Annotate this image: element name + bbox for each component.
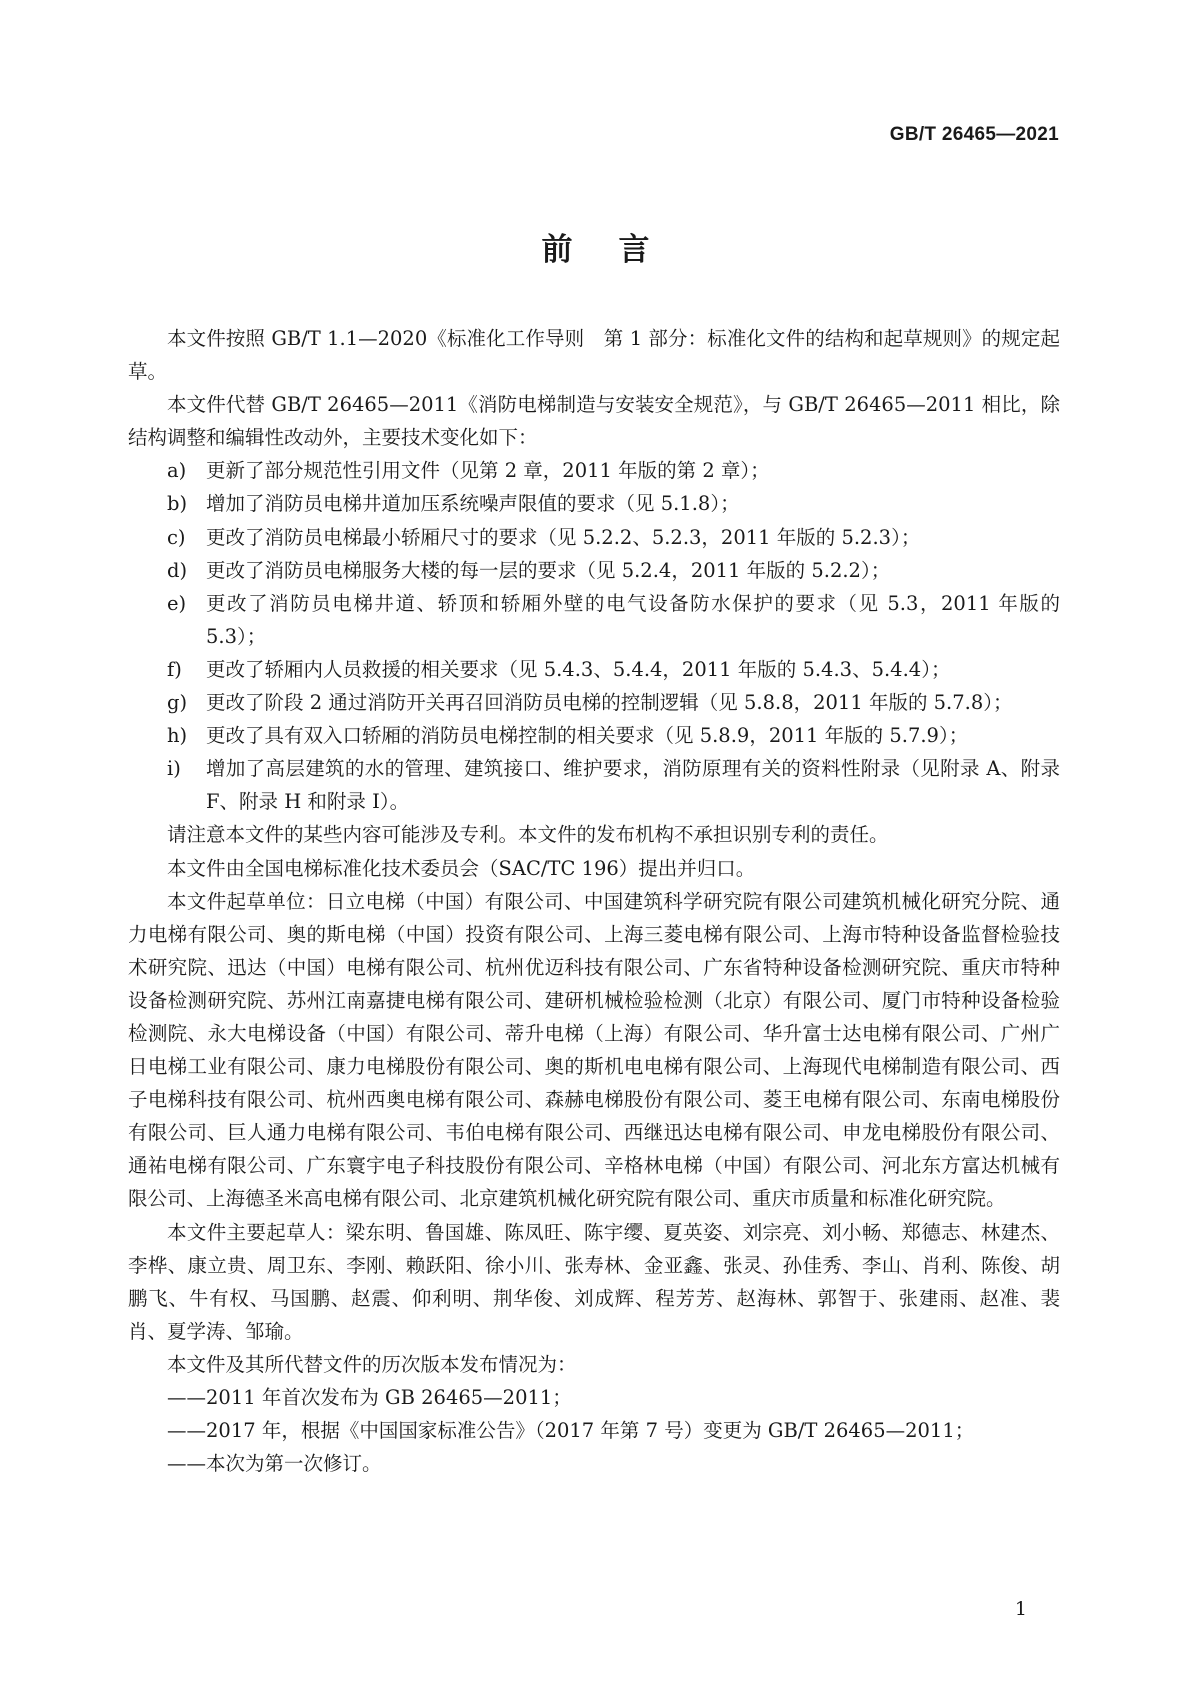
list-marker: a) [167,459,187,483]
list-marker: f) [167,657,182,681]
list-item-text: 更改了消防员电梯井道、轿顶和轿厢外壁的电气设备防水保护的要求（见 5.3，2011 年版的 5.3）； [206,591,1060,648]
list-item-text: 更改了消防员电梯最小轿厢尺寸的要求（见 5.2.2、5.2.3，2011 年版的 5.2.3）； [206,525,921,549]
list-marker: h) [167,724,188,748]
changes-list [128,454,1060,818]
list-item-text: 更改了轿厢内人员救援的相关要求（见 5.4.3、5.4.4，2011 年版的 5.4.3、5.4.4）； [206,657,951,681]
drafting-basis-paragraph: 本文件按照 GB/T 1.1—2020《标准化工作导则 第 1 部分：标准化文件的结构和起草规则》的规定起草。 [128,327,1060,384]
history-item: ——2017 年，根据《中国国家标准公告》（2017 年第 7 号）变更为 GB/T 26465—2011； [167,1419,975,1443]
drafters-paragraph: 本文件主要起草人：梁东明、鲁国雄、陈凤旺、陈宇缨、夏英姿、刘宗亮、刘小畅、郑德志、林建杰、李桦、康立贵、周卫东、李刚、赖跃阳、徐小川、张寿林、金亚鑫、张灵、孙佳秀、李山、肖利、陈俊、胡鹏飞、牛有权、马国鹏、赵震、仰利明、荆华俊、刘成辉、程芳芳、赵海林、郭智于、张建雨、赵准、裴肖、夏学涛、邹瑜。 [128,1220,1060,1343]
page-number: 1 [1014,1598,1027,1620]
list-item [128,719,1060,752]
drafting-units-paragraph: 本文件起草单位：日立电梯（中国）有限公司、中国建筑科学研究院有限公司建筑机械化研究分院、通力电梯有限公司、奥的斯电梯（中国）投资有限公司、上海三菱电梯有限公司、上海市特种设备监督检验技术研究院、迅达（中国）电梯有限公司、杭州优迈科技有限公司、广东省特种设备检测研究院、重庆市特种设备检测研究院、苏州江南嘉捷电梯有限公司、建研机械检验检测（北京）有限公司、厦门市特种设备检验检测院、永大电梯设备（中国）有限公司、蒂升电梯（上海）有限公司、华升富士达电梯有限公司、广州广日电梯工业有限公司、康力电梯股份有限公司、奥的斯机电电梯有限公司、上海现代电梯制造有限公司、西子电梯科技有限公司、杭州西奥电梯有限公司、森赫电梯股份有限公司、菱王电梯有限公司、东南电梯股份有限公司、巨人通力电梯有限公司、韦伯电梯有限公司、西继迅达电梯有限公司、申龙电梯股份有限公司、通祐电梯有限公司、广东寰宇电子科技股份有限公司、辛格林电梯（中国）有限公司、河北东方富达机械有限公司、上海德圣米高电梯有限公司、北京建筑机械化研究院有限公司、重庆市质量和标准化研究院。 [128,889,1060,1211]
list-marker: i) [167,757,181,781]
list-marker: b) [167,492,188,516]
list-item [128,653,1060,686]
list-item [128,554,1060,587]
list-item [128,521,1060,554]
list-marker: e) [167,591,187,615]
list-item-text: 增加了高层建筑的水的管理、建筑接口、维护要求，消防原理有关的资料性附录（见附录 A、附录 F、附录 H 和附录 I）。 [206,757,1060,814]
proposal-notice: 本文件由全国电梯标准化技术委员会（SAC/TC 196）提出并归口。 [167,856,756,880]
list-marker: d) [167,558,188,582]
list-item [128,487,1060,520]
foreword-body [128,322,1060,1480]
patent-notice: 请注意本文件的某些内容可能涉及专利。本文件的发布机构不承担识别专利的责任。 [167,823,889,847]
history-intro: 本文件及其所代替文件的历次版本发布情况为： [167,1352,577,1376]
list-marker: c) [167,525,186,549]
standard-number: GB/T 26465—2021 [889,124,1059,145]
history-item: ——2011 年首次发布为 GB 26465—2011； [167,1386,572,1409]
list-marker: g) [167,691,188,715]
page-title: 前言 [541,232,696,268]
list-item-text: 更新了部分规范性引用文件（见第 2 章，2011 年版的第 2 章）； [206,459,770,483]
list-item-text: 更改了具有双入口轿厢的消防员电梯控制的相关要求（见 5.8.9，2011 年版的 5.7.9）； [206,724,969,748]
list-item-text: 更改了消防员电梯服务大楼的每一层的要求（见 5.2.4，2011 年版的 5.2.2）； [206,558,891,582]
history-list [128,1381,1060,1480]
history-item: ——本次为第一次修订。 [167,1452,382,1476]
list-item [128,454,1060,487]
list-item-text: 更改了阶段 2 通过消防开关再召回消防员电梯的控制逻辑（见 5.8.8，2011 年版的 5.7.8）； [206,691,1013,715]
list-item [128,686,1060,719]
list-item [128,587,1060,653]
list-item-text: 增加了消防员电梯井道加压系统噪声限值的要求（见 5.1.8）； [206,492,740,516]
replacement-paragraph: 本文件代替 GB/T 26465—2011《消防电梯制造与安装安全规范》，与 GB/T 26465—2011 相比，除结构调整和编辑性改动外，主要技术变化如下： [128,393,1060,450]
list-item [128,752,1060,818]
